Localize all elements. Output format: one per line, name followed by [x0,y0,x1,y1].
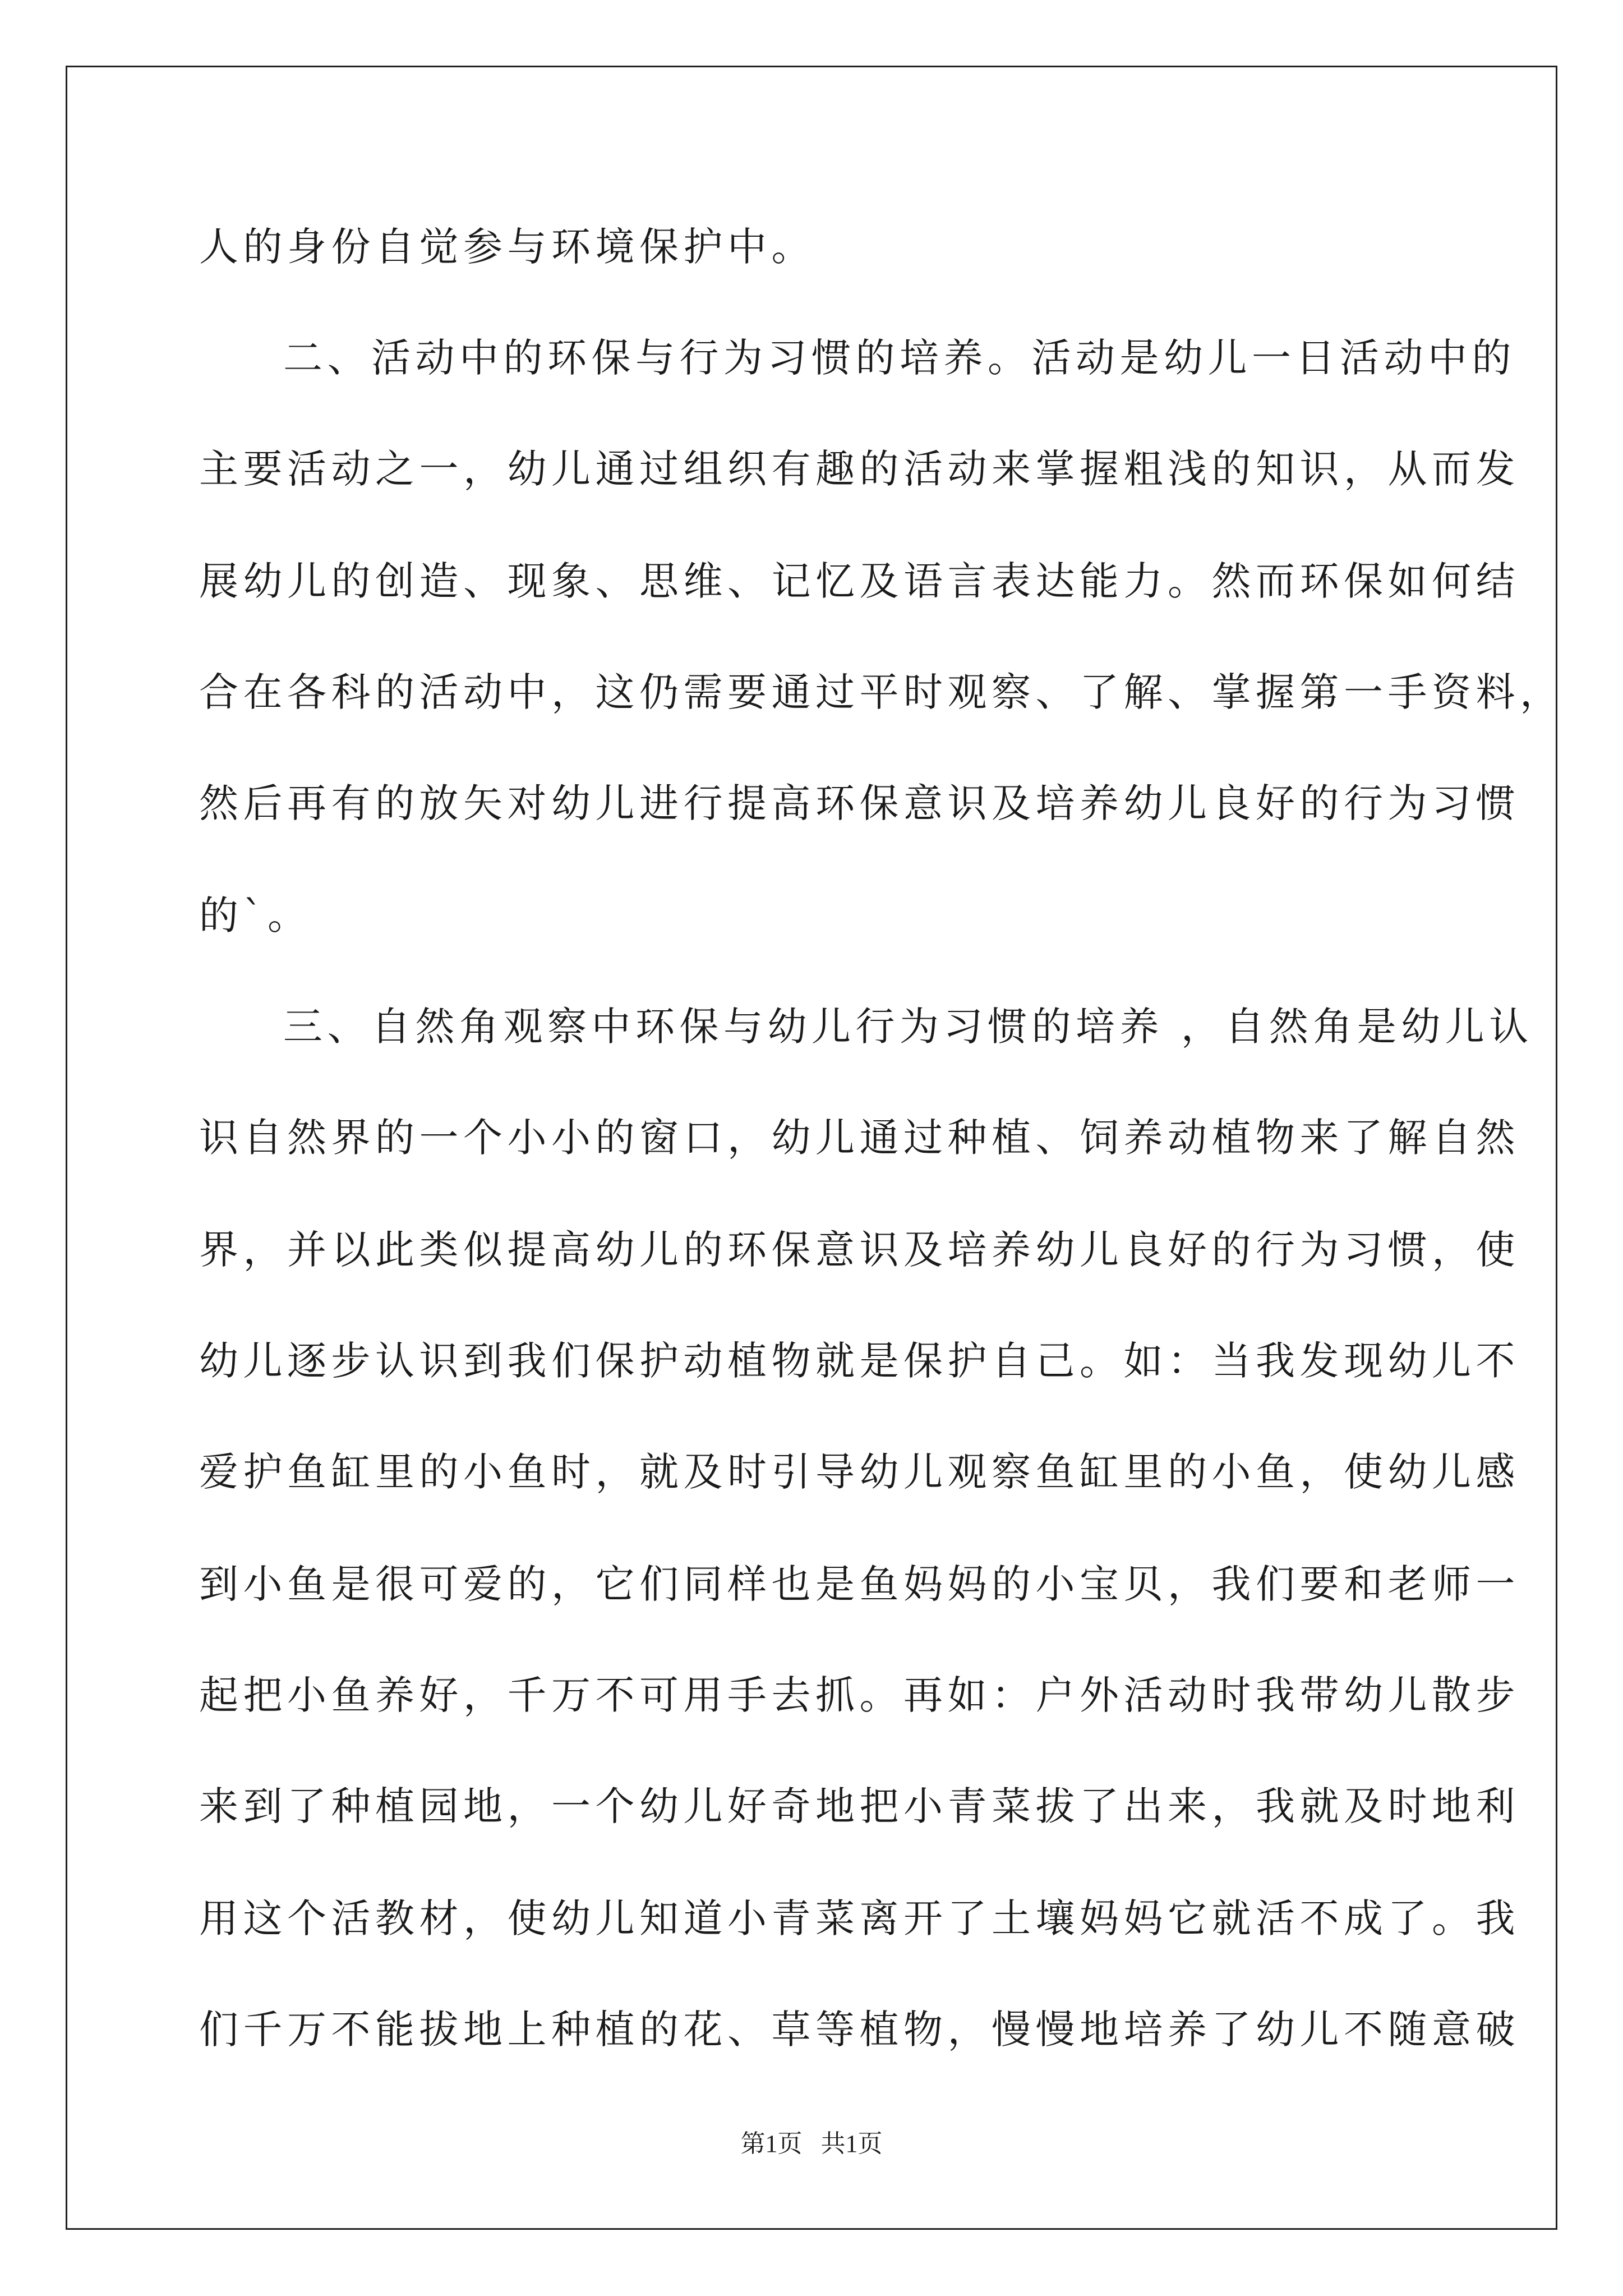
text-line: 来到了种植园地，一个幼儿好奇地把小青菜拔了出来，我就及时地利 [199,1783,1520,1829]
text-line: 然后再有的放矢对幼儿进行提高环保意识及培养幼儿良好的行为习惯 [199,780,1520,826]
text-line: 界，并以此类似提高幼儿的环保意识及培养幼儿良好的行为习惯，使 [199,1227,1520,1273]
text-line: 展幼儿的创造、现象、思维、记忆及语言表达能力。然而环保如何结 [199,558,1520,604]
paragraph-heading-line: 三、自然角观察中环保与幼儿行为习惯的培养 ，自然角是幼儿认 [283,1004,1533,1050]
text-line: 合在各科的活动中，这仍需要通过平时观察、了解、掌握第一手资料， [199,669,1564,715]
text-line: 们千万不能拔地上种植的花、草等植物，慢慢地培养了幼儿不随意破 [199,2007,1520,2053]
page-footer: 第1页 共1页 [740,2130,883,2157]
text-line: 爱护鱼缸里的小鱼时，就及时引导幼儿观察鱼缸里的小鱼，使幼儿感 [199,1449,1520,1495]
text-line: 用这个活教材，使幼儿知道小青菜离开了土壤妈妈它就活不成了。我 [199,1895,1520,1941]
text-line: 到小鱼是很可爱的，它们同样也是鱼妈妈的小宝贝，我们要和老师一 [199,1561,1520,1607]
paragraph-heading-line: 二、活动中的环保与行为习惯的培养。活动是幼儿一日活动中的 [283,335,1516,381]
text-line: 的`。 [199,892,312,938]
text-line: 主要活动之一，幼儿通过组织有趣的活动来掌握粗浅的知识，从而发 [199,446,1520,492]
text-line: 起把小鱼养好，千万不可用手去抓。再如：户外活动时我带幼儿散步 [199,1672,1520,1718]
text-line: 幼儿逐步认识到我们保护动植物就是保护自己。如：当我发现幼儿不 [199,1338,1520,1384]
text-line: 识自然界的一个小小的窗口，幼儿通过种植、饲养动植物来了解自然 [199,1115,1520,1161]
text-line: 人的身份自觉参与环境保护中。 [199,224,815,270]
